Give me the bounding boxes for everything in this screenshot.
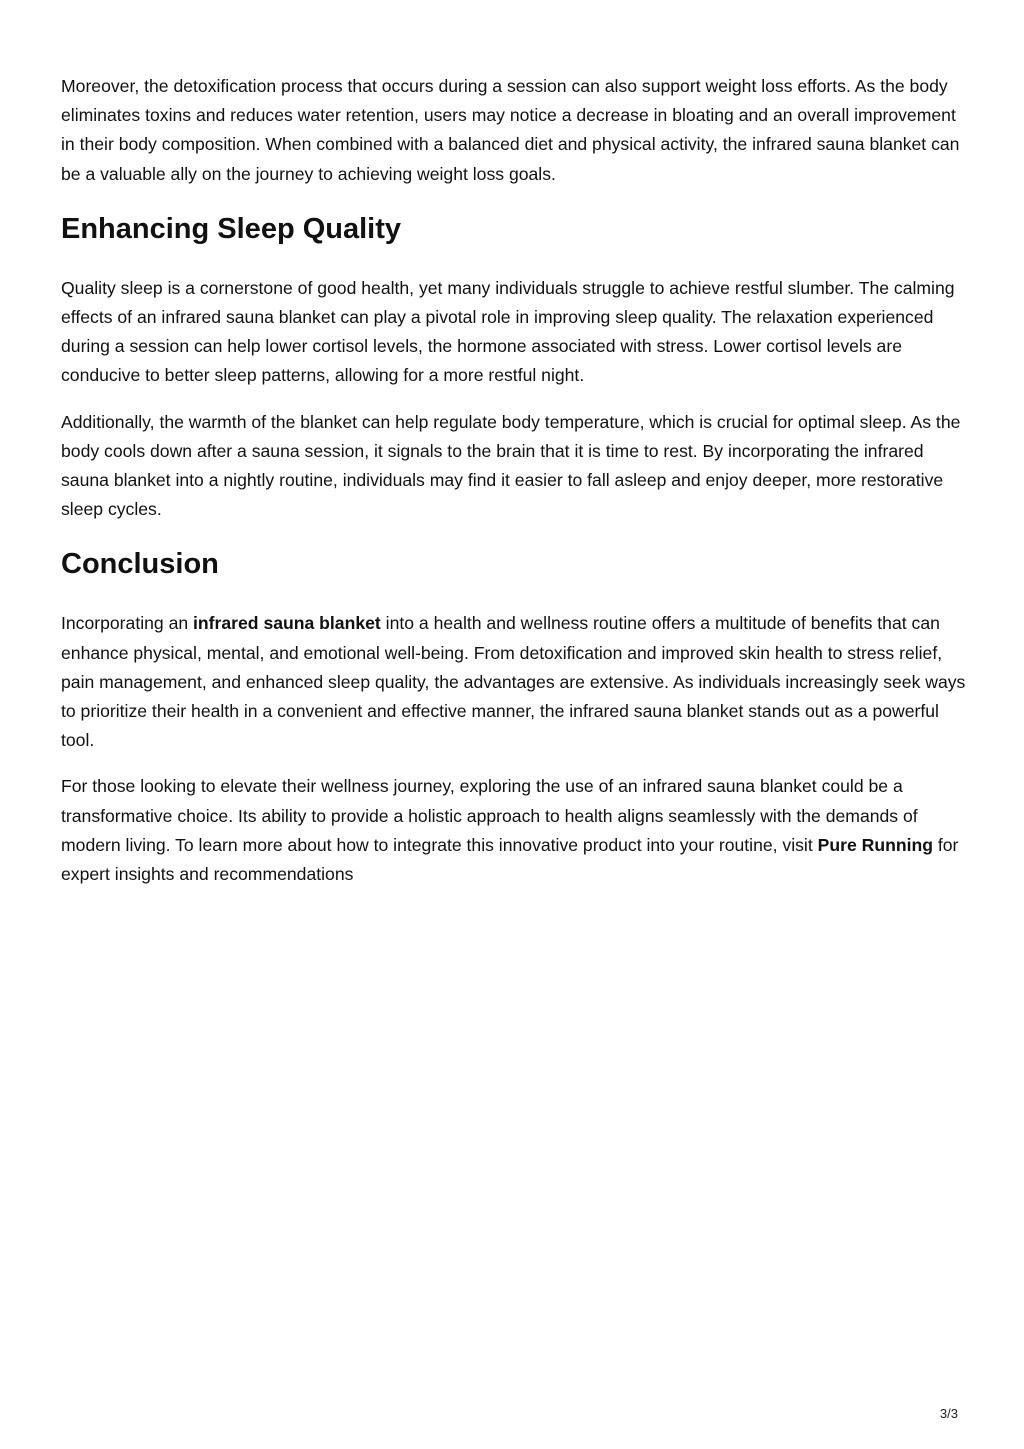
conclusion-heading: Conclusion — [61, 548, 219, 581]
pure-running-bold: Pure Running — [817, 834, 933, 855]
sleep-heading: Enhancing Sleep Quality — [61, 212, 402, 245]
sleep-paragraph-2: Additionally, the warmth of the blanket can help regulate body temperature, which is crucial for optimal sleep. As the body cools down after a sauna session, it signals to the brain that it is time to rest. By incorporating the infrared sauna blanket into a nightly routine, individuals may find it easier to fall asleep and enjoy deeper, more restorative sleep cycles. — [61, 411, 961, 520]
page-number: 3/3 — [939, 1406, 958, 1421]
document-page — [61, 72, 973, 889]
weight-loss-paragraph: Moreover, the detoxification process that occurs during a session can also support weight loss efforts. As the body eliminates toxins and reduces water retention, users may notice a decrease in bloating and an overall improvement in their body composition. When combined with a balanced diet and physical activity, the infrared sauna blanket can be a valuable ally on the journey to achieving weight loss goals. — [61, 76, 960, 184]
conclusion-p1-text-after: into a health and wellness routine offers a multitude of benefits that can enhance physical, mental, and emotional well-being. From detoxification and improved skin health to stress relief, pain management, and enhanced sleep quality, the advantages are extensive. As individuals increasingly seek ways to prioritize their health in a convenient and effective manner, the infrared sauna blanket stands out as a powerful tool. — [61, 613, 966, 751]
sleep-paragraph-1: Quality sleep is a cornerstone of good health, yet many individuals struggle to achieve restful slumber. The calming effects of an infrared sauna blanket can play a pivotal role in improving sleep quality. The relaxation experienced during a session can help lower cortisol levels, the hormone associated with stress. Lower cortisol levels are conducive to better sleep patterns, allowing for a more restful night. — [61, 277, 955, 386]
infrared-sauna-blanket-bold: infrared sauna blanket — [193, 613, 381, 634]
conclusion-paragraph-1 — [61, 609, 973, 755]
conclusion-paragraph-2 — [61, 772, 973, 889]
conclusion-p1-text-before: Incorporating an — [61, 613, 194, 634]
conclusion-p2-text-after: for expert insights and recommendations — [61, 834, 959, 885]
conclusion-p2-text-before: For those looking to elevate their wellness journey, exploring the use of an infrared sauna blanket could be a transformative choice. Its ability to provide a holistic approach to health aligns seamlessly with the demands of modern living. To learn more about how to integrate this innovative product into your routine, visit — [61, 776, 918, 855]
